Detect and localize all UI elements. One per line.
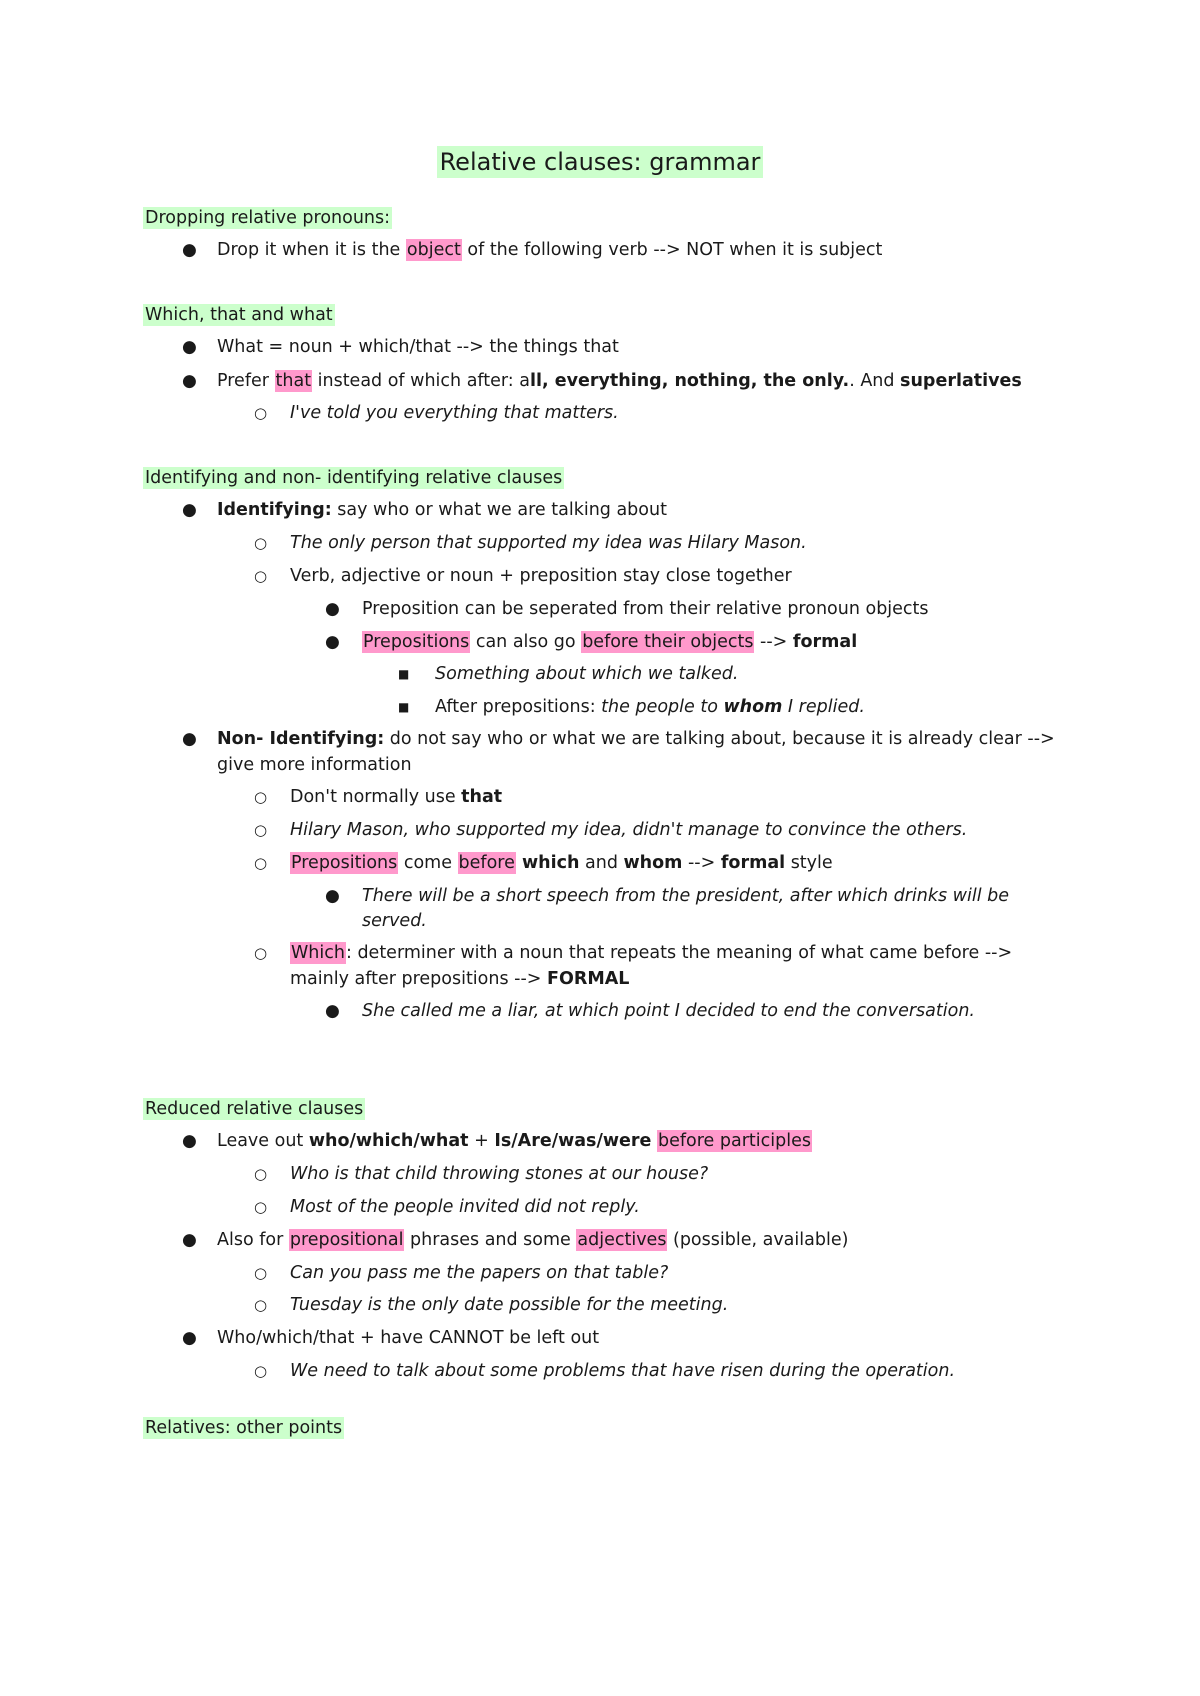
list-item: Can you pass me the papers on that table? [290, 1263, 669, 1283]
list-item: Who/which/that + have CANNOT be left out [217, 1328, 600, 1348]
circle-bullet-icon: ○ [254, 567, 268, 585]
list-item-continuation: mainly after prepositions --> FORMAL [290, 969, 630, 989]
list-item: Identifying: say who or what we are talking about [217, 500, 667, 520]
bullet-icon: ● [182, 1230, 197, 1250]
circle-bullet-icon: ○ [254, 1296, 268, 1314]
circle-bullet-icon: ○ [254, 944, 268, 962]
bullet-icon: ● [182, 500, 197, 520]
bullet-icon: ● [182, 371, 197, 391]
list-item: The only person that supported my idea was Hilary Mason. [290, 533, 807, 553]
circle-bullet-icon: ○ [254, 1362, 268, 1380]
list-item: There will be a short speech from the president, after which drinks will be [362, 886, 1010, 906]
document-title: Relative clauses: grammar [0, 148, 1200, 176]
circle-bullet-icon: ○ [254, 1264, 268, 1282]
list-item-continuation: served. [362, 911, 427, 931]
bullet-icon: ● [182, 337, 197, 357]
list-item: Don't normally use that [290, 787, 503, 807]
circle-bullet-icon: ○ [254, 1198, 268, 1216]
list-item: Verb, adjective or noun + preposition stay close together [290, 566, 792, 586]
circle-bullet-icon: ○ [254, 821, 268, 839]
bullet-icon: ● [325, 1001, 340, 1021]
list-item: Leave out who/which/what + Is/Are/was/were before participles [217, 1131, 811, 1151]
square-bullet-icon: ■ [398, 667, 410, 681]
list-item: Hilary Mason, who supported my idea, didn't manage to convince the others. [290, 820, 968, 840]
square-bullet-icon: ■ [398, 700, 410, 714]
section-heading-identifying: Identifying and non- identifying relative clauses [145, 468, 563, 488]
bullet-icon: ● [182, 729, 197, 749]
list-item-continuation: give more information [217, 755, 412, 775]
circle-bullet-icon: ○ [254, 788, 268, 806]
section-heading-reduced: Reduced relative clauses [145, 1099, 364, 1119]
bullet-icon: ● [182, 240, 197, 260]
list-item: We need to talk about some problems that have risen during the operation. [290, 1361, 956, 1381]
circle-bullet-icon: ○ [254, 534, 268, 552]
circle-bullet-icon: ○ [254, 404, 268, 422]
section-heading-dropping: Dropping relative pronouns: [145, 208, 391, 228]
circle-bullet-icon: ○ [254, 1165, 268, 1183]
list-item: After prepositions: the people to whom I replied. [435, 697, 865, 717]
list-item: Prefer that instead of which after: all, everything, nothing, the only.. And superlatives [217, 371, 1022, 391]
bullet-icon: ● [182, 1131, 197, 1151]
list-item: Tuesday is the only date possible for the meeting. [290, 1295, 729, 1315]
list-item: Which: determiner with a noun that repeats the meaning of what came before --> [291, 943, 1013, 963]
list-item: Drop it when it is the object of the following verb --> NOT when it is subject [217, 240, 883, 260]
bullet-icon: ● [325, 886, 340, 906]
list-item: Who is that child throwing stones at our house? [290, 1164, 709, 1184]
section-heading-which-that-what: Which, that and what [145, 305, 333, 325]
list-item: Most of the people invited did not reply. [290, 1197, 640, 1217]
list-item: She called me a liar, at which point I decided to end the conversation. [362, 1001, 975, 1021]
bullet-icon: ● [325, 632, 340, 652]
list-item: Prepositions come before which and whom --> formal style [291, 853, 833, 873]
bullet-icon: ● [182, 1328, 197, 1348]
list-item: Preposition can be seperated from their relative pronoun objects [362, 599, 929, 619]
list-item: What = noun + which/that --> the things that [217, 337, 619, 357]
list-item: Prepositions can also go before their objects --> formal [363, 632, 858, 652]
list-item: Non- Identifying: do not say who or what we are talking about, because it is already clear --> [217, 729, 1055, 749]
list-item: I've told you everything that matters. [290, 403, 619, 423]
circle-bullet-icon: ○ [254, 854, 268, 872]
bullet-icon: ● [325, 599, 340, 619]
list-item: Also for prepositional phrases and some adjectives (possible, available) [217, 1230, 849, 1250]
list-item: Something about which we talked. [435, 664, 739, 684]
section-heading-other-points: Relatives: other points [145, 1418, 343, 1438]
